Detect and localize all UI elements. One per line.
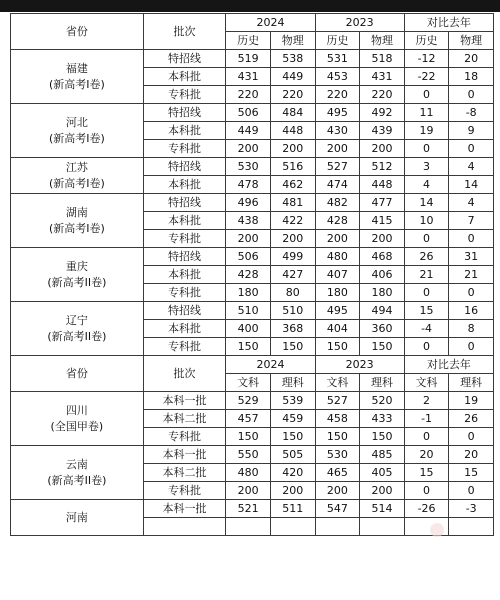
compare-header: 对比去年 — [404, 356, 493, 374]
score-cell: 21 — [449, 266, 494, 284]
score-cell: 150 — [270, 338, 315, 356]
province-name: 江苏 — [65, 160, 88, 174]
score-cell: 531 — [315, 50, 360, 68]
table-row — [11, 194, 494, 212]
score-cell: 200 — [226, 230, 271, 248]
score-cell: 200 — [270, 482, 315, 500]
score-cell: 539 — [270, 392, 315, 410]
score-cell: 430 — [315, 122, 360, 140]
score-cell: 20 — [404, 446, 449, 464]
score-cell — [226, 518, 271, 536]
score-cell: 200 — [270, 140, 315, 158]
score-cell: 448 — [270, 122, 315, 140]
header-row — [11, 356, 494, 374]
province-header: 省份 — [11, 356, 144, 392]
province-name: 河南 — [65, 510, 88, 524]
year-header: 2023 — [315, 14, 404, 32]
province-header: 省份 — [11, 14, 144, 50]
province-name: 河北 — [65, 115, 88, 129]
batch-cell: 本科批 — [143, 68, 226, 86]
exam-type: (新高考I卷) — [48, 131, 105, 145]
score-cell: 516 — [270, 158, 315, 176]
score-cell: 21 — [404, 266, 449, 284]
score-cell: 0 — [449, 482, 494, 500]
score-cell: 26 — [449, 410, 494, 428]
score-cell: 15 — [404, 302, 449, 320]
score-cell: 150 — [226, 338, 271, 356]
subject-header: 理科 — [449, 374, 494, 392]
score-cell: 431 — [226, 68, 271, 86]
batch-cell: 本科批 — [143, 176, 226, 194]
score-cell — [449, 518, 494, 536]
exam-type: (新高考I卷) — [48, 77, 105, 91]
score-cell — [315, 518, 360, 536]
batch-cell: 特招线 — [143, 50, 226, 68]
year-header: 2023 — [315, 356, 404, 374]
batch-header: 批次 — [143, 356, 226, 392]
score-cell: 519 — [226, 50, 271, 68]
province-name: 四川 — [65, 403, 88, 417]
batch-cell: 专科批 — [143, 86, 226, 104]
score-cell: 407 — [315, 266, 360, 284]
score-cell: 8 — [449, 320, 494, 338]
score-cell: 14 — [404, 194, 449, 212]
province-cell — [11, 302, 144, 356]
score-cell: 404 — [315, 320, 360, 338]
score-cell: 4 — [449, 158, 494, 176]
score-cell: 422 — [270, 212, 315, 230]
score-cell: 538 — [270, 50, 315, 68]
table-row — [11, 446, 494, 464]
score-cell: 0 — [404, 284, 449, 302]
score-cell: 521 — [226, 500, 271, 518]
score-cell: 0 — [404, 140, 449, 158]
province-name: 重庆 — [65, 259, 88, 273]
score-cell: 529 — [226, 392, 271, 410]
score-cell: 200 — [270, 230, 315, 248]
score-cell: 438 — [226, 212, 271, 230]
score-cell: 200 — [360, 482, 405, 500]
score-cell: 31 — [449, 248, 494, 266]
score-cell: 518 — [360, 50, 405, 68]
score-cell: 510 — [226, 302, 271, 320]
province-name: 福建 — [65, 61, 88, 75]
score-cell: 150 — [315, 428, 360, 446]
score-cell: 200 — [226, 140, 271, 158]
score-cell: 26 — [404, 248, 449, 266]
score-cell: 200 — [315, 482, 360, 500]
score-cell: 9 — [449, 122, 494, 140]
subject-header: 文科 — [226, 374, 271, 392]
score-cell: 468 — [360, 248, 405, 266]
score-cell: 512 — [360, 158, 405, 176]
score-cell: 449 — [270, 68, 315, 86]
score-cell: 2 — [404, 392, 449, 410]
score-cell: 433 — [360, 410, 405, 428]
score-cell: 457 — [226, 410, 271, 428]
batch-cell: 专科批 — [143, 230, 226, 248]
score-cell: 420 — [270, 464, 315, 482]
score-cell: 415 — [360, 212, 405, 230]
score-cell: 449 — [226, 122, 271, 140]
score-cell: 527 — [315, 158, 360, 176]
score-cell: 7 — [449, 212, 494, 230]
year-header: 2024 — [226, 14, 315, 32]
score-cell: 428 — [226, 266, 271, 284]
score-cell: 0 — [449, 284, 494, 302]
province-name: 云南 — [65, 457, 88, 471]
score-cell: 19 — [449, 392, 494, 410]
score-cell: 480 — [315, 248, 360, 266]
province-cell — [11, 104, 144, 158]
province-cell — [11, 500, 144, 536]
subject-header: 理科 — [360, 374, 405, 392]
score-cell: 462 — [270, 176, 315, 194]
table-row — [11, 500, 494, 518]
score-cell: -26 — [404, 500, 449, 518]
table-body — [11, 14, 494, 536]
table-row — [11, 50, 494, 68]
score-cell: 16 — [449, 302, 494, 320]
score-cell: 150 — [360, 338, 405, 356]
batch-cell — [143, 518, 226, 536]
score-cell: 220 — [315, 86, 360, 104]
score-cell: 406 — [360, 266, 405, 284]
score-cell: 80 — [270, 284, 315, 302]
score-cell: 150 — [315, 338, 360, 356]
province-cell — [11, 194, 144, 248]
score-cell: 0 — [449, 140, 494, 158]
score-cell: 499 — [270, 248, 315, 266]
score-cell: 3 — [404, 158, 449, 176]
score-cell: 485 — [360, 446, 405, 464]
score-cell: 427 — [270, 266, 315, 284]
batch-cell: 专科批 — [143, 428, 226, 446]
province-cell — [11, 158, 144, 194]
score-cell: 520 — [360, 392, 405, 410]
score-cell: -1 — [404, 410, 449, 428]
score-cell: 459 — [270, 410, 315, 428]
score-cell: 200 — [315, 140, 360, 158]
province-name: 辽宁 — [65, 313, 88, 327]
score-cell: 431 — [360, 68, 405, 86]
watermark-icon — [430, 523, 444, 537]
score-cell: 18 — [449, 68, 494, 86]
score-cell: 494 — [360, 302, 405, 320]
score-cell: 14 — [449, 176, 494, 194]
province-cell — [11, 392, 144, 446]
score-cell: 200 — [360, 140, 405, 158]
score-cell: 453 — [315, 68, 360, 86]
table-row — [11, 392, 494, 410]
score-cell: 180 — [360, 284, 405, 302]
score-cell: -12 — [404, 50, 449, 68]
batch-header: 批次 — [143, 14, 226, 50]
score-cell: 0 — [449, 86, 494, 104]
score-cell: 180 — [226, 284, 271, 302]
score-cell: 200 — [315, 230, 360, 248]
score-cell: 220 — [270, 86, 315, 104]
province-cell — [11, 50, 144, 104]
exam-type: (新高考II卷) — [47, 473, 107, 487]
score-cell: 465 — [315, 464, 360, 482]
exam-type: (全国甲卷) — [50, 419, 104, 433]
score-cell: 0 — [404, 338, 449, 356]
score-cell: 0 — [449, 230, 494, 248]
score-cell: 495 — [315, 104, 360, 122]
score-cell: 527 — [315, 392, 360, 410]
score-cell: 478 — [226, 176, 271, 194]
batch-cell: 本科批 — [143, 212, 226, 230]
score-cell: 150 — [360, 428, 405, 446]
batch-cell: 专科批 — [143, 140, 226, 158]
score-cell: 150 — [270, 428, 315, 446]
score-cell: 496 — [226, 194, 271, 212]
table-row — [11, 104, 494, 122]
batch-cell: 特招线 — [143, 302, 226, 320]
table-row — [11, 158, 494, 176]
header-row — [11, 14, 494, 32]
table-row — [11, 248, 494, 266]
score-cell: 530 — [315, 446, 360, 464]
score-cell: 514 — [360, 500, 405, 518]
score-cell: -22 — [404, 68, 449, 86]
score-cell — [360, 518, 405, 536]
status-bar — [0, 0, 500, 12]
batch-cell: 本科批 — [143, 320, 226, 338]
batch-cell: 本科一批 — [143, 392, 226, 410]
batch-cell: 本科一批 — [143, 446, 226, 464]
province-name: 湖南 — [65, 205, 88, 219]
score-cell: 482 — [315, 194, 360, 212]
batch-cell: 本科批 — [143, 122, 226, 140]
score-cell: 180 — [315, 284, 360, 302]
score-cell: 505 — [270, 446, 315, 464]
score-cell: 200 — [226, 482, 271, 500]
score-cell: 20 — [449, 50, 494, 68]
subject-header: 理科 — [270, 374, 315, 392]
score-cell: 10 — [404, 212, 449, 230]
compare-header: 对比去年 — [404, 14, 493, 32]
score-cell: 11 — [404, 104, 449, 122]
score-cell: 220 — [360, 86, 405, 104]
score-cell: 481 — [270, 194, 315, 212]
score-cell: 0 — [404, 230, 449, 248]
score-cell: 448 — [360, 176, 405, 194]
score-cell: 405 — [360, 464, 405, 482]
batch-cell: 专科批 — [143, 338, 226, 356]
score-cell: 0 — [449, 428, 494, 446]
score-cell: 550 — [226, 446, 271, 464]
score-cell: 439 — [360, 122, 405, 140]
batch-cell: 专科批 — [143, 482, 226, 500]
exam-type: (新高考I卷) — [48, 221, 105, 235]
score-cell: 484 — [270, 104, 315, 122]
admission-score-table — [10, 13, 494, 536]
batch-cell: 特招线 — [143, 158, 226, 176]
score-cell: 360 — [360, 320, 405, 338]
score-cell: 477 — [360, 194, 405, 212]
score-cell: 20 — [449, 446, 494, 464]
score-cell: 506 — [226, 248, 271, 266]
exam-type: (新高考I卷) — [48, 176, 105, 190]
score-cell: 400 — [226, 320, 271, 338]
batch-cell: 专科批 — [143, 284, 226, 302]
score-cell: 368 — [270, 320, 315, 338]
score-cell: 0 — [404, 428, 449, 446]
batch-cell: 特招线 — [143, 194, 226, 212]
score-cell: 0 — [404, 482, 449, 500]
score-cell: 511 — [270, 500, 315, 518]
score-cell: 480 — [226, 464, 271, 482]
score-cell: 530 — [226, 158, 271, 176]
score-cell — [270, 518, 315, 536]
year-header: 2024 — [226, 356, 315, 374]
score-cell: 220 — [226, 86, 271, 104]
score-cell: 150 — [226, 428, 271, 446]
score-cell: 458 — [315, 410, 360, 428]
exam-type: (新高考II卷) — [47, 275, 107, 289]
score-cell: 200 — [360, 230, 405, 248]
score-cell: 428 — [315, 212, 360, 230]
subject-header: 文科 — [404, 374, 449, 392]
score-cell: 4 — [404, 176, 449, 194]
subject-header: 历史 — [404, 32, 449, 50]
score-cell: -3 — [449, 500, 494, 518]
batch-cell: 本科一批 — [143, 500, 226, 518]
subject-header: 历史 — [315, 32, 360, 50]
score-cell: 495 — [315, 302, 360, 320]
exam-type: (新高考II卷) — [47, 329, 107, 343]
batch-cell: 特招线 — [143, 104, 226, 122]
score-cell: 0 — [449, 338, 494, 356]
score-cell: 0 — [404, 86, 449, 104]
score-cell: 4 — [449, 194, 494, 212]
batch-cell: 本科批 — [143, 266, 226, 284]
province-cell — [11, 248, 144, 302]
score-cell: -8 — [449, 104, 494, 122]
batch-cell: 本科二批 — [143, 464, 226, 482]
score-cell: 474 — [315, 176, 360, 194]
subject-header: 物理 — [270, 32, 315, 50]
batch-cell: 本科二批 — [143, 410, 226, 428]
province-cell — [11, 446, 144, 500]
subject-header: 文科 — [315, 374, 360, 392]
score-cell: -4 — [404, 320, 449, 338]
table-row — [11, 302, 494, 320]
subject-header: 物理 — [449, 32, 494, 50]
score-cell: 506 — [226, 104, 271, 122]
batch-cell: 特招线 — [143, 248, 226, 266]
subject-header: 物理 — [360, 32, 405, 50]
score-cell: 15 — [404, 464, 449, 482]
score-cell: 15 — [449, 464, 494, 482]
score-cell: 19 — [404, 122, 449, 140]
score-cell: 510 — [270, 302, 315, 320]
score-cell: 547 — [315, 500, 360, 518]
score-cell: 492 — [360, 104, 405, 122]
subject-header: 历史 — [226, 32, 271, 50]
